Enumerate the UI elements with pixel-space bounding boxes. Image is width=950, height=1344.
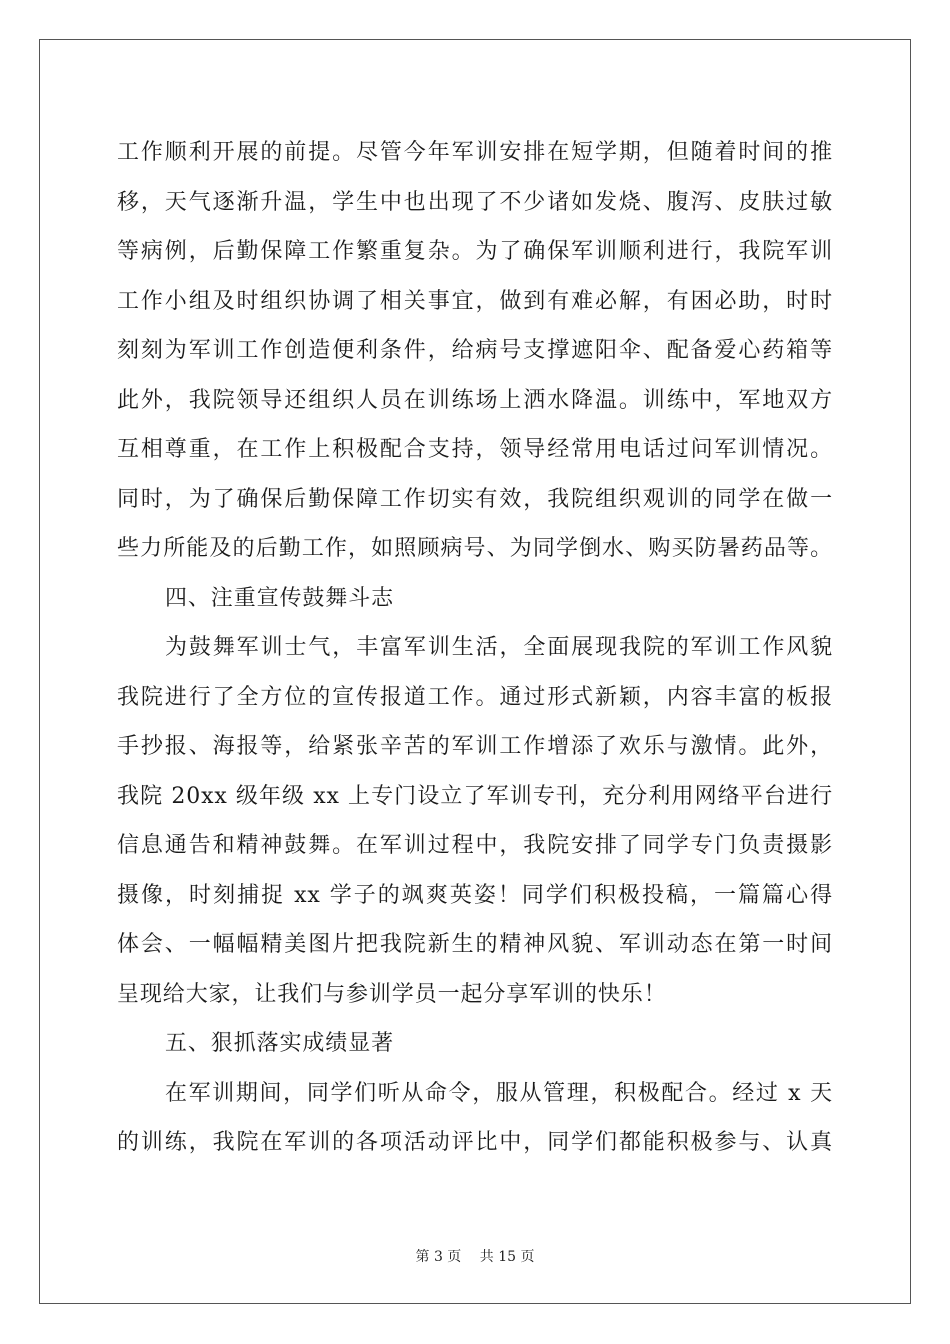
- text-line: 刻刻为军训工作创造便利条件，给病号支撑遮阳伞、配备爱心药箱等: [117, 338, 833, 363]
- text-line: 信息通告和精神鼓舞。在军训过程中，我院安排了同学专门负责摄影: [117, 833, 833, 858]
- text-line: 此外，我院领导还组织人员在训练场上洒水降温。训练中，军地双方: [117, 387, 833, 413]
- text-line: 移，天气逐渐升温，学生中也出现了不少诸如发烧、腹泻、皮肤过敏: [117, 189, 833, 215]
- text-line: 五、狠抓落实成绩显著: [165, 1031, 395, 1056]
- text-line: 同时，为了确保后勤保障工作切实有效，我院组织观训的同学在做一: [117, 486, 833, 512]
- text-line: 体会、一幅幅精美图片把我院新生的精神风貌、军训动态在第一时间: [117, 932, 833, 957]
- text-line: 呈现给大家，让我们与参训学员一起分享军训的快乐！: [117, 981, 667, 1007]
- text-line: 的训练，我院在军训的各项活动评比中，同学们都能积极参与、认真: [117, 1130, 833, 1155]
- text-line: 我院进行了全方位的宣传报道工作。通过形式新颖，内容丰富的板报: [117, 684, 833, 710]
- text-line: 我院 20xx 级年级 xx 上专门设立了军训专刊，充分利用网络平台进行: [117, 783, 833, 809]
- document-body: [117, 128, 833, 1168]
- text-line: 等病例，后勤保障工作繁重复杂。为了确保军训顺利进行，我院军训: [117, 239, 833, 264]
- text-line: 些力所能及的后勤工作，如照顾病号、为同学倒水、购买防暑药品等。: [117, 536, 833, 561]
- text-line: 工作小组及时组织协调了相关事宜，做到有难必解，有困必助，时时: [117, 288, 833, 314]
- page-number: 第 3 页: [415, 1249, 462, 1265]
- text-line: 互相尊重，在工作上积极配合支持，领导经常用电话过问军训情况。: [117, 437, 833, 462]
- text-line: 在军训期间，同学们听从命令，服从管理，积极配合。经过 x 天: [165, 1080, 833, 1106]
- page-total: 共 15 页: [479, 1249, 535, 1265]
- page-footer: [0, 1247, 950, 1267]
- text-line: 摄像，时刻捕捉 xx 学子的飒爽英姿！同学们积极投稿，一篇篇心得: [117, 882, 833, 908]
- text-line: 工作顺利开展的前提。尽管今年军训安排在短学期，但随着时间的推: [117, 140, 833, 165]
- text-line: 为鼓舞军训士气，丰富军训生活，全面展现我院的军训工作风貌: [165, 635, 833, 660]
- text-line: 手抄报、海报等，给紧张辛苦的军训工作增添了欢乐与激情。此外，: [117, 734, 833, 759]
- text-line: 四、注重宣传鼓舞斗志: [165, 585, 395, 611]
